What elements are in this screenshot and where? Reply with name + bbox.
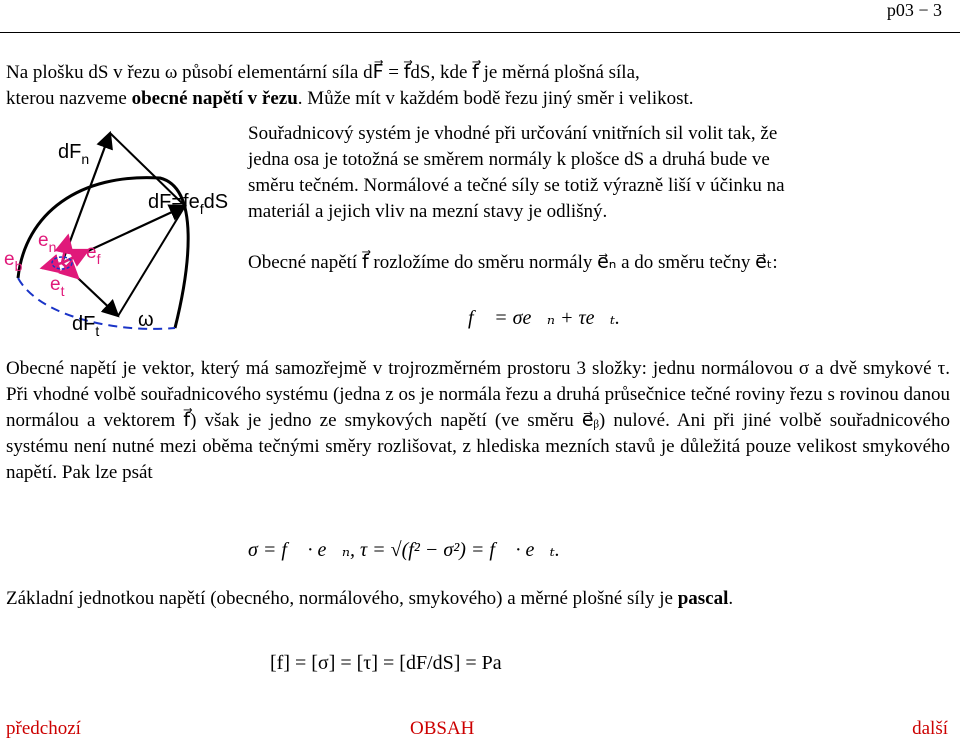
intro-line-1: Na plošku dS v řezu ω působí elementární síla dF⃗ = f⃗dS, kde f⃗ je měrná plošná síla,: [6, 62, 640, 83]
unit-pascal: pascal: [677, 588, 729, 609]
intro-paragraph: [6, 60, 950, 112]
equation-sigma-tau: σ = f⃗ · e⃗ₙ, τ = √(f² − σ²) = f⃗ · e⃗ₜ.: [248, 539, 560, 561]
page-number: p03 − 3: [886, 0, 942, 20]
equation-decomposition: f⃗ = σe⃗ₙ + τe⃗ₜ.: [468, 307, 621, 329]
nav-next-link[interactable]: další: [912, 718, 948, 739]
label-et: $e_t$: [50, 274, 65, 299]
eb-vector: [42, 263, 62, 268]
intro-line-2-suffix: . Může mít v každém bodě řezu jiný směr i velikost.: [297, 88, 694, 109]
label-omega: ω: [138, 309, 154, 331]
body-paragraph-4: [6, 586, 950, 612]
body-paragraph-3: Obecné napětí je vektor, který má samozřejmě v trojrozměrném prostoru 3 složky: jednu normálovou σ a dvě smykové τ. Při vhodné volbě souřadnicového systému (jedna z os je normála řezu a druhá průsečnice tečné roviny řezu s rovinou danou normálou a vektorem f⃗) však je jedno ze smykových napětí (ve směru e⃗ᵦ) nulové. Ani při jiné volbě souřadnicového systému není nutné mezi oběma tečnými směry rozlišovat, z hlediska mezních stavů je důležitá pouze velikost smykového napětí. Pak lze psát: [6, 358, 950, 483]
intro-line-2-prefix: kterou nazveme: [6, 88, 132, 109]
side-paragraph-2: Obecné napětí f⃗ rozložíme do směru normály e⃗ₙ a do směru tečny e⃗ₜ:: [248, 252, 778, 273]
units-text-prefix: Základní jednotkou napětí (obecného, normálového, smykového) a měrné plošné síly je: [6, 588, 678, 609]
equation-units: [f] = [σ] = [τ] = [dF/dS] = Pa: [270, 652, 502, 674]
nav-previous-link[interactable]: předchozí: [6, 718, 81, 739]
nav-contents-link[interactable]: OBSAH: [410, 718, 475, 739]
intro-bold-term: obecné napětí v řezu: [131, 88, 298, 109]
label-dFt: $dF_t$: [72, 313, 100, 339]
label-ef: $e_f$: [86, 242, 101, 267]
et-vector: [62, 263, 78, 278]
label-dF: $dF=fe_fdS$: [148, 191, 229, 217]
stress-figure: [0, 118, 240, 343]
units-text-suffix: .: [728, 588, 734, 609]
label-dFn: $dF_n$: [58, 141, 90, 167]
header-rule: [0, 32, 960, 33]
label-en: $e_n$: [38, 230, 57, 255]
side-paragraph-1: Souřadnicový systém je vhodné při určování vnitřních sil volit tak, že jedna osa je totožná se směrem normály k plošce dS a druhá bude ve směru tečném. Normálové a tečné síly se totiž výrazně liší v účinku na materiál a jejich vliv na mezní stavy je odlišný.: [248, 123, 785, 222]
label-eb: $e_b$: [4, 249, 23, 274]
